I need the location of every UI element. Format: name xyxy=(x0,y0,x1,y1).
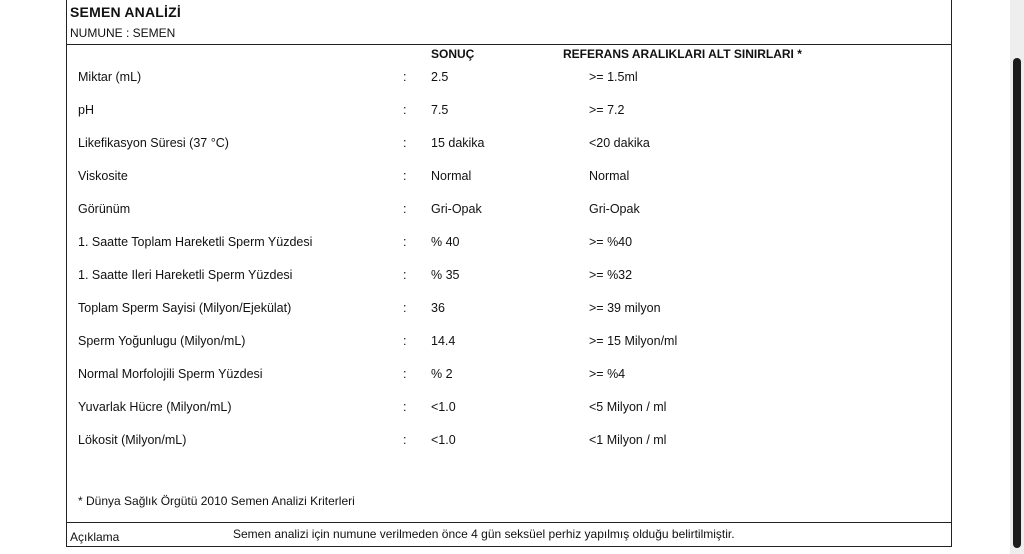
row-reference: <20 dakika xyxy=(589,136,650,150)
table-row xyxy=(67,301,951,321)
header-divider xyxy=(67,44,951,45)
report-title: SEMEN ANALİZİ xyxy=(70,4,181,20)
table-row xyxy=(67,367,951,387)
row-colon: : xyxy=(403,103,407,117)
note-text: Semen analizi için numune verilmeden önce 4 gün seksüel perhiz yapılmış olduğu belirtilmiştir. xyxy=(233,527,735,541)
table-row xyxy=(67,136,951,156)
row-colon: : xyxy=(403,169,407,183)
table-row xyxy=(67,235,951,255)
row-label: Viskosite xyxy=(78,169,128,183)
row-label: Toplam Sperm Sayisi (Milyon/Ejekülat) xyxy=(78,301,292,315)
row-colon: : xyxy=(403,136,407,150)
row-result: 2.5 xyxy=(431,70,449,84)
table-row xyxy=(67,268,951,288)
row-label: Sperm Yoğunlugu (Milyon/mL) xyxy=(78,334,246,348)
row-label: Görünüm xyxy=(78,202,131,216)
result-column-header: SONUÇ xyxy=(431,47,475,61)
row-reference: Normal xyxy=(589,169,630,183)
row-label: Miktar (mL) xyxy=(78,70,142,84)
row-reference: >= 39 milyon xyxy=(589,301,661,315)
row-label: 1. Saatte Toplam Hareketli Sperm Yüzdesi xyxy=(78,235,313,249)
table-row xyxy=(67,169,951,189)
row-result: 14.4 xyxy=(431,334,456,348)
row-colon: : xyxy=(403,70,407,84)
row-colon: : xyxy=(403,235,407,249)
row-result: 36 xyxy=(431,301,445,315)
vertical-scrollbar[interactable] xyxy=(1010,0,1024,554)
row-colon: : xyxy=(403,301,407,315)
table-row xyxy=(67,400,951,420)
row-colon: : xyxy=(403,367,407,381)
row-colon: : xyxy=(403,268,407,282)
row-reference: >= 15 Milyon/ml xyxy=(589,334,678,348)
footer-divider xyxy=(67,522,951,523)
row-result: Normal xyxy=(431,169,472,183)
row-label: 1. Saatte Ileri Hareketli Sperm Yüzdesi xyxy=(78,268,293,282)
row-reference: >= %32 xyxy=(589,268,633,282)
row-colon: : xyxy=(403,202,407,216)
row-label: Lökosit (Milyon/mL) xyxy=(78,433,187,447)
reference-column-header: REFERANS ARALIKLARI ALT SINIRLARI * xyxy=(563,47,802,61)
note-label: Açıklama xyxy=(70,530,120,544)
table-row xyxy=(67,70,951,90)
row-reference: >= %40 xyxy=(589,235,633,249)
row-reference: >= 1.5ml xyxy=(589,70,638,84)
footnote: * Dünya Sağlık Örgütü 2010 Semen Analizi Kriterleri xyxy=(78,494,355,508)
table-row xyxy=(67,103,951,123)
row-label: Yuvarlak Hücre (Milyon/mL) xyxy=(78,400,232,414)
semen-analysis-report xyxy=(66,0,952,547)
row-reference: >= 7.2 xyxy=(589,103,625,117)
table-row xyxy=(67,334,951,354)
row-colon: : xyxy=(403,400,407,414)
row-reference: <5 Milyon / ml xyxy=(589,400,667,414)
table-row xyxy=(67,202,951,222)
row-result: <1.0 xyxy=(431,433,456,447)
row-result: Gri-Opak xyxy=(431,202,482,216)
row-label: Likefikasyon Süresi (37 °C) xyxy=(78,136,229,150)
row-result: 15 dakika xyxy=(431,136,485,150)
row-result: % 35 xyxy=(431,268,460,282)
row-colon: : xyxy=(403,433,407,447)
row-reference: >= %4 xyxy=(589,367,626,381)
row-reference: Gri-Opak xyxy=(589,202,640,216)
row-colon: : xyxy=(403,334,407,348)
sample-type: NUMUNE : SEMEN xyxy=(70,26,176,40)
row-label: Normal Morfolojili Sperm Yüzdesi xyxy=(78,367,263,381)
row-label: pH xyxy=(78,103,94,117)
row-result: <1.0 xyxy=(431,400,456,414)
scrollbar-thumb[interactable] xyxy=(1013,58,1021,548)
row-result: % 40 xyxy=(431,235,460,249)
row-result: 7.5 xyxy=(431,103,449,117)
row-result: % 2 xyxy=(431,367,453,381)
row-reference: <1 Milyon / ml xyxy=(589,433,667,447)
table-row xyxy=(67,433,951,453)
